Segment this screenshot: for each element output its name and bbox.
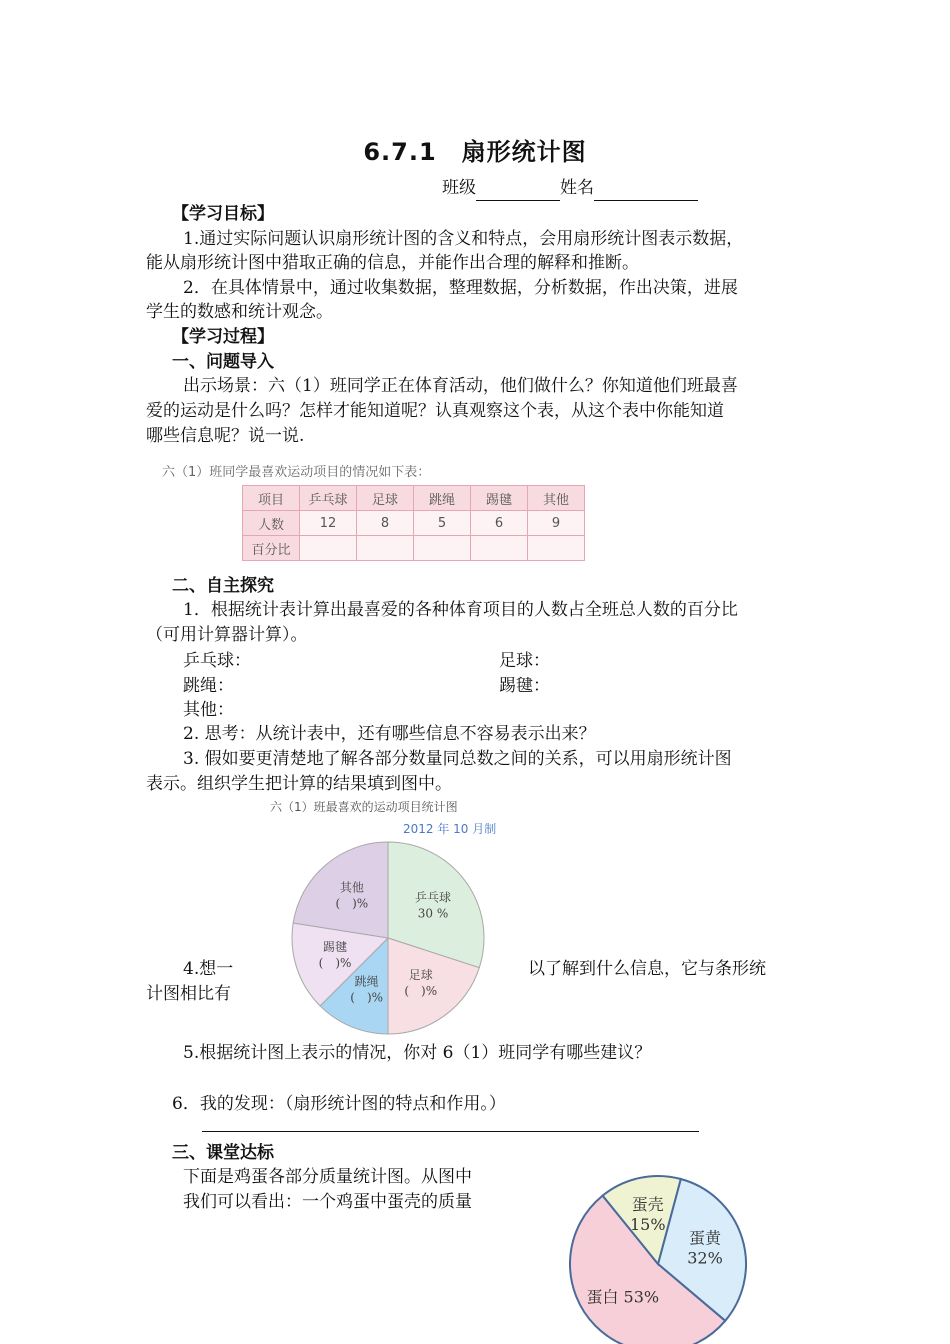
label-other: 其他： xyxy=(183,700,234,720)
table-cell[interactable] xyxy=(300,536,357,561)
table-cell: 6 xyxy=(471,511,528,536)
q1-line1: 1．根据统计表计算出最喜爱的各种体育项目的人数占全班总人数的百分比 xyxy=(183,600,738,620)
pie-value-label: ( )% xyxy=(318,956,352,971)
q3-line1: 3. 假如要更清楚地了解各部分数量同总数之间的关系，可以用扇形统计图 xyxy=(183,749,732,769)
table-cell[interactable] xyxy=(414,536,471,561)
goal1-line2: 能从扇形统计图中猎取正确的信息，并能作出合理的解释和推断。 xyxy=(146,253,639,273)
table-row xyxy=(243,536,585,561)
table-cell: 人数 xyxy=(243,511,300,536)
pie-category-label: 蛋壳 xyxy=(631,1194,664,1214)
table-row xyxy=(243,511,585,536)
pie-category-label: 蛋黄 xyxy=(689,1228,722,1248)
table-caption: 六（1）班同学最喜欢运动项目的情况如下表： xyxy=(162,465,431,480)
intro-line1: 出示场景：六（1）班同学正在体育活动，他们做什么？你知道他们班最喜 xyxy=(183,376,738,396)
pie-value-label: ( )% xyxy=(335,896,369,911)
pie-chart-egg xyxy=(560,1170,760,1344)
stats-table xyxy=(242,485,585,561)
pie-category-label: 其他 xyxy=(339,880,364,895)
label-pingpong: 乒乓球： xyxy=(183,651,251,671)
goal2-line2: 学生的数感和统计观念。 xyxy=(146,302,333,322)
table-cell: 踢毽 xyxy=(471,486,528,511)
part1-heading: 一、问题导入 xyxy=(172,352,274,372)
table-cell[interactable] xyxy=(528,536,585,561)
table-cell[interactable] xyxy=(357,536,414,561)
name-label: 姓名 xyxy=(560,178,594,198)
part2-heading: 二、自主探究 xyxy=(172,576,274,596)
pie-category-label: 踢毽 xyxy=(323,940,348,955)
table-cell: 足球 xyxy=(357,486,414,511)
goal1-line1: 1.通过实际问题认识扇形统计图的含义和特点，会用扇形统计图表示数据， xyxy=(183,229,744,249)
table-cell: 跳绳 xyxy=(414,486,471,511)
part3-heading: 三、课堂达标 xyxy=(172,1143,274,1163)
intro-line2: 爱的运动是什么吗？怎样才能知道呢？认真观察这个表，从这个表中你能知道 xyxy=(146,401,724,421)
table-cell[interactable] xyxy=(471,536,528,561)
pie-value-label: 15% xyxy=(629,1214,666,1234)
pie-category-label: 足球 xyxy=(408,968,433,983)
pie-chart-sports xyxy=(280,838,500,1038)
table-cell: 8 xyxy=(357,511,414,536)
q1-line2: （可用计算器计算）。 xyxy=(146,625,308,645)
q2-line: 2. 思考：从统计表中，还有哪些信息不容易表示出来？ xyxy=(183,724,596,744)
answer-line[interactable] xyxy=(202,1131,699,1132)
pie-value-label: 32% xyxy=(687,1248,723,1268)
egg-line2: 我们可以看出：一个鸡蛋中蛋壳的质量 xyxy=(183,1192,472,1212)
chart1-date: 2012 年 10 月制 xyxy=(403,822,497,836)
table-cell: 项目 xyxy=(243,486,300,511)
pie-category-label: 跳绳 xyxy=(354,974,379,989)
table-cell: 其他 xyxy=(528,486,585,511)
label-jianzi: 踢毽： xyxy=(499,676,550,696)
section-process-heading: 【学习过程】 xyxy=(172,327,274,347)
goal2-line1: 2．在具体情景中，通过收集数据，整理数据，分析数据，作出决策，进展 xyxy=(183,278,738,298)
table-header-row xyxy=(243,486,585,511)
egg-line1: 下面是鸡蛋各部分质量统计图。从图中 xyxy=(183,1167,472,1187)
label-football: 足球： xyxy=(499,651,550,671)
table-cell: 5 xyxy=(414,511,471,536)
q6-line: 6．我的发现：（扇形统计图的特点和作用。） xyxy=(172,1094,506,1114)
pie-value-label: 蛋白 53% xyxy=(586,1287,660,1307)
q4-line1-right: 以了解到什么信息，它与条形统 xyxy=(528,959,766,979)
pie-category-label: 乒乓球 xyxy=(415,890,452,905)
class-label: 班级 xyxy=(442,178,476,198)
table-cell: 乒乓球 xyxy=(300,486,357,511)
chart1-title: 六（1）班最喜欢的运动项目统计图 xyxy=(270,800,458,814)
label-rope: 跳绳： xyxy=(183,676,234,696)
page-title: 6.7.1 扇形统计图 xyxy=(363,138,587,166)
pie-value-label: ( )% xyxy=(404,984,438,999)
pie-value-label: ( )% xyxy=(350,990,384,1005)
section-goal-heading: 【学习目标】 xyxy=(172,204,274,224)
q3-line2: 表示。组织学生把计算的结果填到图中。 xyxy=(146,774,452,794)
pie-value-label: 30 % xyxy=(417,906,449,921)
name-blank[interactable] xyxy=(594,182,698,201)
table-cell: 12 xyxy=(300,511,357,536)
class-blank[interactable] xyxy=(476,182,560,201)
q4-line1-left: 4.想一 xyxy=(183,959,234,979)
table-cell: 百分比 xyxy=(243,536,300,561)
table-cell: 9 xyxy=(528,511,585,536)
q4-line2-left: 计图相比有 xyxy=(146,984,231,1004)
class-name-line xyxy=(442,176,698,201)
intro-line3: 哪些信息呢？说一说. xyxy=(146,426,305,446)
q5-line: 5.根据统计图上表示的情况，你对 6（1）班同学有哪些建议？ xyxy=(183,1043,652,1063)
